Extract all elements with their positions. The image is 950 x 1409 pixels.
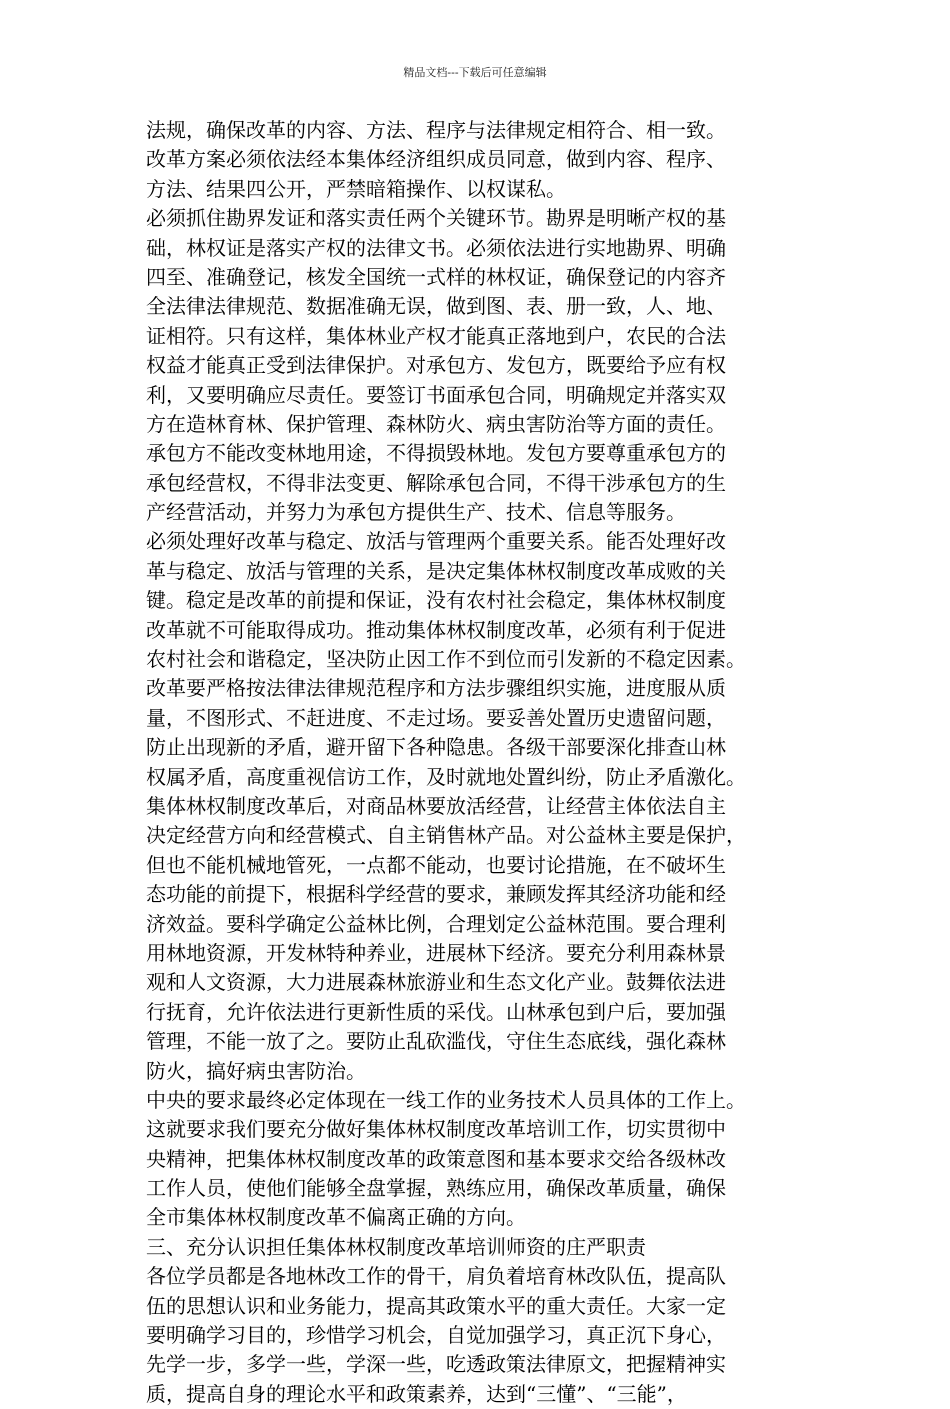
document-body xyxy=(146,116,834,1409)
text-line: 方法、结果四公开，严禁暗箱操作、以权谋私。 xyxy=(146,176,566,201)
text-line: 全法律法律规范、数据准确无误，做到图、表、册一致，人、地、 xyxy=(146,294,726,319)
text-line: 防火，搞好病虫害防治。 xyxy=(146,1058,366,1083)
text-line: 权属矛盾，高度重视信访工作，及时就地处置纠纷，防止矛盾激化。 xyxy=(146,764,746,789)
text-line: 工作人员，使他们能够全盘掌握，熟练应用，确保改革质量，确保 xyxy=(146,1176,726,1201)
text-line: 方在造林育林、保护管理、森林防火、病虫害防治等方面的责任。 xyxy=(146,411,726,436)
text-line: 承包方不能改变林地用途，不得损毁林地。发包方要尊重承包方的 xyxy=(146,441,726,466)
text-line: 央精神，把集体林权制度改革的政策意图和基本要求交给各级林改 xyxy=(146,1146,726,1171)
text-line: 改革就不可能取得成功。推动集体林权制度改革，必须有利于促进 xyxy=(146,617,726,642)
text-line: 础，林权证是落实产权的法律文书。必须依法进行实地勘界、明确 xyxy=(146,235,726,260)
text-line: 利，又要明确应尽责任。要签订书面承包合同，明确规定并落实双 xyxy=(146,382,726,407)
text-line: 革与稳定、放活与管理的关系，是决定集体林权制度改革成败的关 xyxy=(146,558,726,583)
text-line: 必须抓住勘界发证和落实责任两个关键环节。勘界是明晰产权的基 xyxy=(146,206,726,231)
text-line: 质，提高自身的理论水平和政策素养，达到“三懂”、“三能”， xyxy=(146,1381,687,1406)
text-line: 行抚育，允许依法进行更新性质的采伐。山林承包到户后，要加强 xyxy=(146,999,726,1024)
text-line: 伍的思想认识和业务能力，提高其政策水平的重大责任。大家一定 xyxy=(146,1293,726,1318)
text-line: 改革要严格按法律法律规范程序和方法步骤组织实施，进度服从质 xyxy=(146,676,726,701)
text-line: 各位学员都是各地林改工作的骨干，肩负着培育林改队伍，提高队 xyxy=(146,1264,726,1289)
page-header: 精品文档---下载后可任意编辑 xyxy=(403,66,547,79)
text-line: 改革方案必须依法经本集体经济组织成员同意，做到内容、程序、 xyxy=(146,147,726,172)
text-line: 要明确学习目的，珍惜学习机会，自觉加强学习，真正沉下身心， xyxy=(146,1323,726,1348)
text-line: 产经营活动，并努力为承包方提供生产、技术、信息等服务。 xyxy=(146,500,686,525)
text-line: 观和人文资源，大力进展森林旅游业和生态文化产业。鼓舞依法进 xyxy=(146,970,726,995)
text-line: 济效益。要科学确定公益林比例，合理划定公益林范围。要合理利 xyxy=(146,911,726,936)
text-line: 集体林权制度改革后，对商品林要放活经营，让经营主体依法自主 xyxy=(146,793,726,818)
text-line: 管理，不能一放了之。要防止乱砍滥伐，守住生态底线，强化森林 xyxy=(146,1029,726,1054)
text-line: 法规，确保改革的内容、方法、程序与法律规定相符合、相一致。 xyxy=(146,118,726,142)
text-line: 量，不图形式、不赶进度、不走过场。要妥善处置历史遗留问题， xyxy=(146,705,726,730)
text-line: 必须处理好改革与稳定、放活与管理两个重要关系。能否处理好改 xyxy=(146,529,726,554)
text-line: 全市集体林权制度改革不偏离正确的方向。 xyxy=(146,1205,526,1230)
section-heading: 三、充分认识担任集体林权制度改革培训师资的庄严职责 xyxy=(146,1234,646,1259)
text-line: 权益才能真正受到法律保护。对承包方、发包方，既要给予应有权 xyxy=(146,353,726,378)
text-line: 防止出现新的矛盾，避开留下各种隐患。各级干部要深化排查山林 xyxy=(146,735,726,760)
text-line: 决定经营方向和经营模式、自主销售林产品。对公益林主要是保护， xyxy=(146,823,746,848)
text-line: 键。稳定是改革的前提和保证，没有农村社会稳定，集体林权制度 xyxy=(146,588,726,613)
text-line: 用林地资源，开发林特种养业，进展林下经济。要充分利用森林景 xyxy=(146,940,726,965)
text-line: 农村社会和谐稳定，坚决防止因工作不到位而引发新的不稳定因素。 xyxy=(146,647,746,672)
text-line: 这就要求我们要充分做好集体林权制度改革培训工作，切实贯彻中 xyxy=(146,1117,726,1142)
text-line: 但也不能机械地管死，一点都不能动，也要讨论措施，在不破坏生 xyxy=(146,852,726,877)
text-line: 态功能的前提下，根据科学经营的要求，兼顾发挥其经济功能和经 xyxy=(146,882,726,907)
text-line: 先学一步，多学一些，学深一些，吃透政策法律原文，把握精神实 xyxy=(146,1352,726,1377)
text-line: 四至、准确登记，核发全国统一式样的林权证，确保登记的内容齐 xyxy=(146,264,726,289)
text-line: 证相符。只有这样，集体林业产权才能真正落地到户，农民的合法 xyxy=(146,323,726,348)
text-line: 承包经营权，不得非法变更、解除承包合同，不得干涉承包方的生 xyxy=(146,470,726,495)
text-line: 中央的要求最终必定体现在一线工作的业务技术人员具体的工作上。 xyxy=(146,1087,746,1112)
